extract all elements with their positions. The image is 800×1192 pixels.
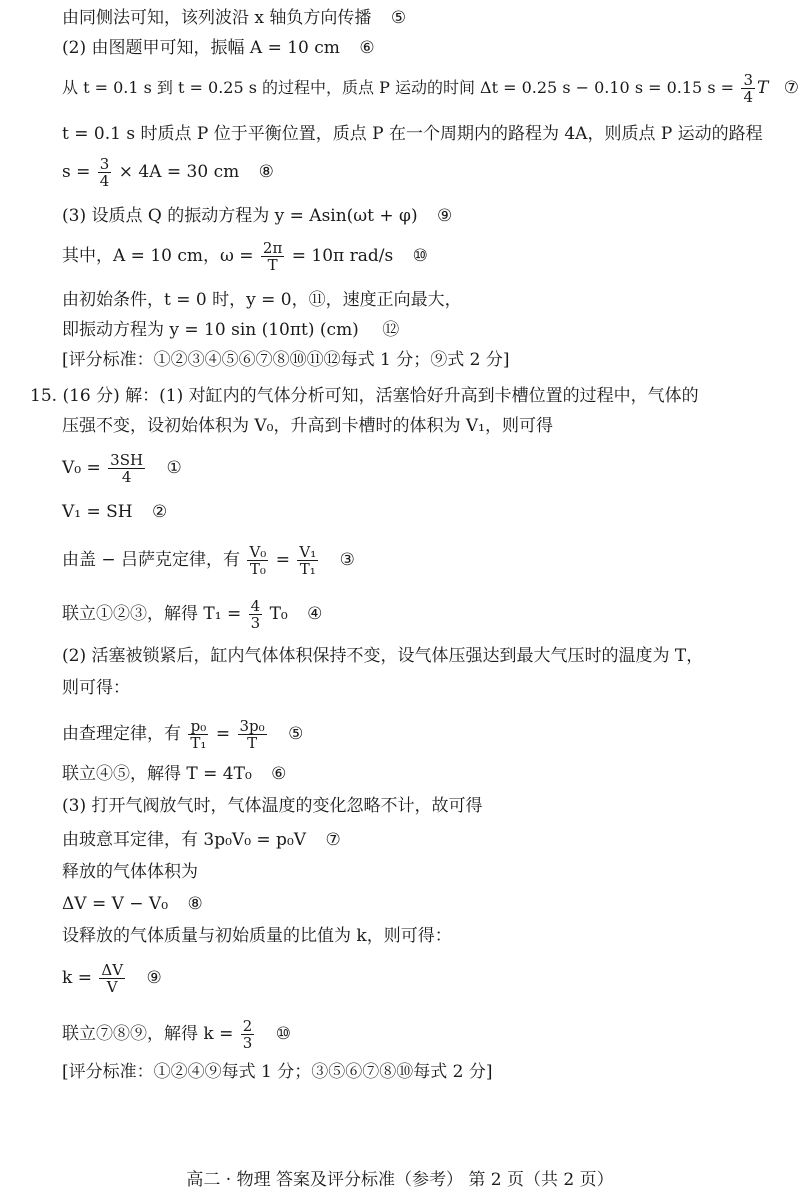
text-line-16: 联立①②③，解得 T₁ = $\frac{4}{3}$ T₀ ④ [62, 597, 323, 632]
equation-mark: ⑩ [412, 246, 428, 266]
text-line-25: 设释放的气体质量与初始质量的比值为 k，则可得： [62, 926, 452, 946]
text-line-9: 即振动方程为 y = 10 sin (10πt) (cm) ⑫ [62, 320, 400, 340]
text-line-2: (2) 由图题甲可知，振幅 A = 10 cm ⑥ [62, 38, 375, 58]
text-line-1: 由同侧法可知，该列波沿 x 轴负方向传播 ⑤ [62, 8, 407, 28]
fraction: $\frac{3}{4}$ [743, 71, 753, 106]
equation-mark: ⑤ [288, 724, 304, 744]
equation-mark: ⑥ [359, 38, 375, 58]
fraction: $\frac{3SH}{4}$ [110, 451, 144, 486]
equation-mark: ⑨ [437, 206, 453, 226]
equation-mark: ② [152, 502, 168, 522]
equation-mark: ⑧ [258, 162, 274, 182]
text-line-3: 从 t = 0.1 s 到 t = 0.25 s 的过程中，质点 P 运动的时间 Δt = 0.25 s − 0.10 s = 0.15 s = $\frac{3}{4}$ T ⑦ [62, 71, 799, 106]
text-line-21: (3) 打开气阀放气时，气体温度的变化忽略不计，故可得 [62, 796, 483, 816]
equation-mark: ⑦ [325, 830, 341, 850]
fraction: $\frac{2\pi}{T}$ [262, 239, 283, 274]
scoring-criteria-1: [评分标准：①②③④⑤⑥⑦⑧⑩⑪⑫每式 1 分；⑨式 2 分] [62, 350, 510, 370]
text-line-27: 联立⑦⑧⑨，解得 k = $\frac{2}{3}$ ⑩ [62, 1017, 291, 1052]
equation-mark: ⑤ [390, 8, 407, 28]
fraction: $\frac{\text{3p₀}}{T}$ [239, 717, 265, 752]
equation-mark: ① [166, 458, 182, 478]
fraction: $\frac{\Delta V}{V}$ [101, 961, 124, 996]
text-line-13: V₀ = $\frac{3SH}{4}$ ① [62, 451, 182, 486]
fraction: $\frac{3}{4}$ [99, 155, 110, 190]
fraction: $\frac{\text{V₁}}{\text{T₁}}$ [299, 543, 317, 578]
text-line-7: 其中，A = 10 cm，ω = $\frac{2\pi}{T}$ = 10π rad/s ⑩ [62, 239, 428, 274]
equation-mark: ③ [339, 550, 355, 570]
fraction: $\frac{2}{3}$ [242, 1017, 253, 1052]
text-line-12: 压强不变，设初始体积为 V₀，升高到卡槽时的体积为 V₁，则可得 [62, 416, 553, 436]
text-line-24: ΔV = V − V₀ ⑧ [62, 894, 203, 914]
text-line-4: t = 0.1 s 时质点 P 位于平衡位置，质点 P 在一个周期内的路程为 4A，则质点 P 运动的路程 [62, 124, 763, 144]
text-line-20: 联立④⑤，解得 T = 4T₀ ⑥ [62, 764, 287, 784]
fraction: $\frac{4}{3}$ [250, 597, 261, 632]
text-line-5: s = $\frac{3}{4}$ × 4A = 30 cm ⑧ [62, 155, 274, 190]
equation-mark: ④ [307, 604, 323, 624]
equation-mark: ⑩ [275, 1024, 291, 1044]
text-line-6: (3) 设质点 Q 的振动方程为 y = Asin(ωt + φ) ⑨ [62, 206, 453, 226]
scoring-criteria-2: [评分标准：①②④⑨每式 1 分；③⑤⑥⑦⑧⑩每式 2 分] [62, 1062, 493, 1082]
text-line-18: 则可得： [62, 678, 130, 698]
equation-mark: ⑨ [146, 968, 162, 988]
text-line-17: (2) 活塞被锁紧后，缸内气体体积保持不变，设气体压强达到最大气压时的温度为 T， [62, 646, 704, 666]
equation-mark: ⑥ [271, 764, 287, 784]
text-line-23: 释放的气体体积为 [62, 862, 198, 882]
question-15-header: 15. (16 分) 解：(1) 对缸内的气体分析可知，活塞恰好升高到卡槽位置的过程中，气体的 [30, 386, 699, 406]
text-line-22: 由玻意耳定律，有 3p₀V₀ = p₀V ⑦ [62, 830, 341, 850]
equation-mark: ⑧ [187, 894, 203, 914]
text-line-26: k = $\frac{\Delta V}{V}$ ⑨ [62, 961, 162, 996]
equation-mark: ⑫ [382, 320, 400, 340]
equation-mark: ⑦ [783, 78, 799, 98]
text-line-14: V₁ = SH ② [62, 502, 168, 522]
fraction: $\frac{\text{p₀}}{\text{T₁}}$ [190, 717, 207, 752]
text-line-8: 由初始条件，t = 0 时，y = 0，⑪，速度正向最大， [62, 290, 462, 310]
text-line-15: 由盖 − 吕萨克定律，有 $\frac{\text{V₀}}{\text{T₀}}$ = $\frac{\text{V₁}}{\text{T₁}}$ ③ [62, 543, 355, 578]
fraction: $\frac{\text{V₀}}{\text{T₀}}$ [249, 543, 267, 578]
text-line-19: 由查理定律，有 $\frac{\text{p₀}}{\text{T₁}}$ = $\frac{\text{3p₀}}{T}$ ⑤ [62, 717, 304, 752]
page-footer: 高二 · 物理 答案及评分标准（参考） 第 2 页（共 2 页） [186, 1170, 614, 1190]
